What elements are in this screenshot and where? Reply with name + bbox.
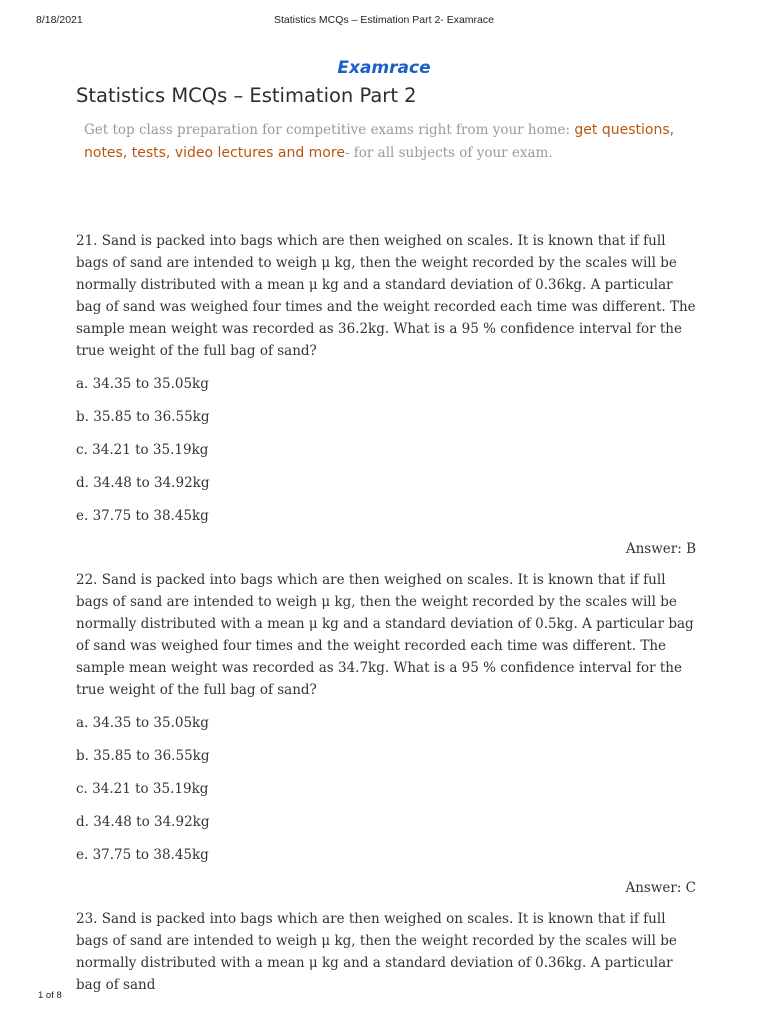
option-b: b. 35.85 to 36.55kg <box>76 409 210 425</box>
question-22 <box>76 569 696 899</box>
promo-link[interactable]: get questions, notes, tests, video lectures and more <box>84 122 675 161</box>
option-d: d. 34.48 to 34.92kg <box>76 475 210 491</box>
question-text: 21. Sand is packed into bags which are then weighed on scales. It is known that if full bags of sand are intended to weigh μ kg, then the weight recorded by the scales will be normally distributed with a mean μ kg and a standard deviation of 0.36kg. A particular bag of sand was weighed four times and the weight recorded each time was different. The sample mean weight was recorded as 36.2kg. What is a 95 % confidence interval for the true weight of the full bag of sand? <box>76 233 696 359</box>
page-title: Statistics MCQs – Estimation Part 2 <box>76 84 417 107</box>
option-c: c. 34.21 to 35.19kg <box>76 442 209 458</box>
option-a: a. 34.35 to 35.05kg <box>76 376 209 392</box>
question-text: 22. Sand is packed into bags which are then weighed on scales. It is known that if full bags of sand are intended to weigh μ kg, then the weight recorded by the scales will be normally distributed with a mean μ kg and a standard deviation of 0.5kg. A particular bag of sand was weighed four times and the weight recorded each time was different. The sample mean weight was recorded as 34.7kg. What is a 95 % confidence interval for the true weight of the full bag of sand? <box>76 572 694 698</box>
answer-label: Answer: B <box>625 541 696 557</box>
question-23 <box>76 908 696 996</box>
print-date: 8/18/2021 <box>36 14 83 26</box>
answer-label: Answer: C <box>625 880 696 896</box>
promo-tail-text: - for all subjects of your exam. <box>344 145 553 161</box>
option-e: e. 37.75 to 38.45kg <box>76 508 209 524</box>
option-a: a. 34.35 to 35.05kg <box>76 715 209 731</box>
option-c: c. 34.21 to 35.19kg <box>76 781 209 797</box>
promo-lead-text: Get top class preparation for competitive exams right from your home: <box>84 122 575 138</box>
page-number: 1 of 8 <box>38 990 62 1001</box>
question-list <box>76 230 696 1007</box>
question-21 <box>76 230 696 560</box>
option-b: b. 35.85 to 36.55kg <box>76 748 210 764</box>
question-text: 23. Sand is packed into bags which are then weighed on scales. It is known that if full bags of sand are intended to weigh μ kg, then the weight recorded by the scales will be normally distributed with a mean μ kg and a standard deviation of 0.36kg. A particular bag of sand <box>76 911 677 993</box>
promo-banner <box>84 119 684 165</box>
option-e: e. 37.75 to 38.45kg <box>76 847 209 863</box>
print-document-title: Statistics MCQs – Estimation Part 2- Examrace <box>274 14 494 26</box>
brand-logo-text[interactable]: Examrace <box>337 58 431 78</box>
option-d: d. 34.48 to 34.92kg <box>76 814 210 830</box>
